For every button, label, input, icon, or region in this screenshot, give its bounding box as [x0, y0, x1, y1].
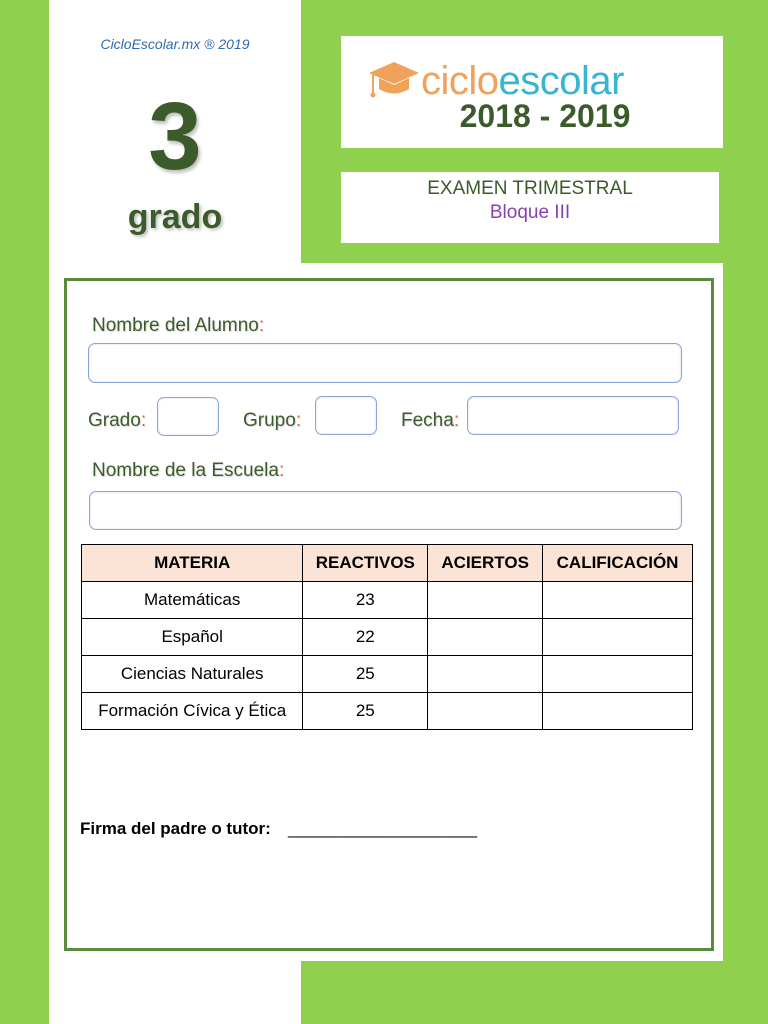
score-cell[interactable]	[543, 582, 693, 619]
date-label: Fecha:	[401, 410, 460, 431]
group-field[interactable]	[315, 396, 377, 435]
table-header-row	[82, 545, 693, 582]
header-aciertos: ACIERTOS	[428, 545, 543, 582]
logo-ciclo-text: ciclo	[421, 58, 499, 103]
exam-box	[341, 172, 719, 243]
subject-cell: Formación Cívica y Ética	[82, 693, 303, 730]
correct-cell[interactable]	[428, 582, 543, 619]
subject-cell: Ciencias Naturales	[82, 656, 303, 693]
school-name-label: Nombre de la Escuela:	[92, 460, 285, 481]
grades-table	[81, 544, 693, 730]
logo-box	[341, 36, 723, 148]
score-cell[interactable]	[543, 693, 693, 730]
exam-title: EXAMEN TRIMESTRAL	[427, 178, 633, 199]
student-name-field[interactable]	[88, 343, 682, 383]
signature-label: Firma del padre o tutor:	[80, 819, 271, 838]
copyright-text: CicloEscolar.mx ® 2019	[100, 36, 250, 52]
grade-word: grado	[127, 198, 223, 236]
subject-cell: Matemáticas	[82, 582, 303, 619]
group-label: Grupo:	[243, 410, 302, 431]
school-name-field[interactable]	[89, 491, 682, 530]
date-field[interactable]	[467, 396, 679, 435]
table-row	[82, 656, 693, 693]
student-name-label: Nombre del Alumno:	[92, 315, 265, 336]
items-cell: 25	[303, 656, 428, 693]
correct-cell[interactable]	[428, 693, 543, 730]
items-cell: 22	[303, 619, 428, 656]
score-cell[interactable]	[543, 619, 693, 656]
table-row	[82, 619, 693, 656]
correct-cell[interactable]	[428, 619, 543, 656]
items-cell: 25	[303, 693, 428, 730]
signature-line[interactable]: ____________________	[288, 819, 478, 838]
subject-cell: Español	[82, 619, 303, 656]
table-row	[82, 693, 693, 730]
items-cell: 23	[303, 582, 428, 619]
grade-field[interactable]	[157, 397, 219, 436]
grade-label: Grado:	[88, 410, 147, 431]
table-row	[82, 582, 693, 619]
grade-number: 3	[148, 83, 202, 190]
header-calificacion: CALIFICACIÓN	[543, 545, 693, 582]
header-materia: MATERIA	[82, 545, 303, 582]
correct-cell[interactable]	[428, 656, 543, 693]
exam-block: Bloque III	[489, 202, 571, 223]
school-years: 2018 - 2019	[459, 98, 631, 134]
header-reactivos: REACTIVOS	[303, 545, 428, 582]
score-cell[interactable]	[543, 656, 693, 693]
logo-escolar-text: escolar	[498, 58, 624, 103]
